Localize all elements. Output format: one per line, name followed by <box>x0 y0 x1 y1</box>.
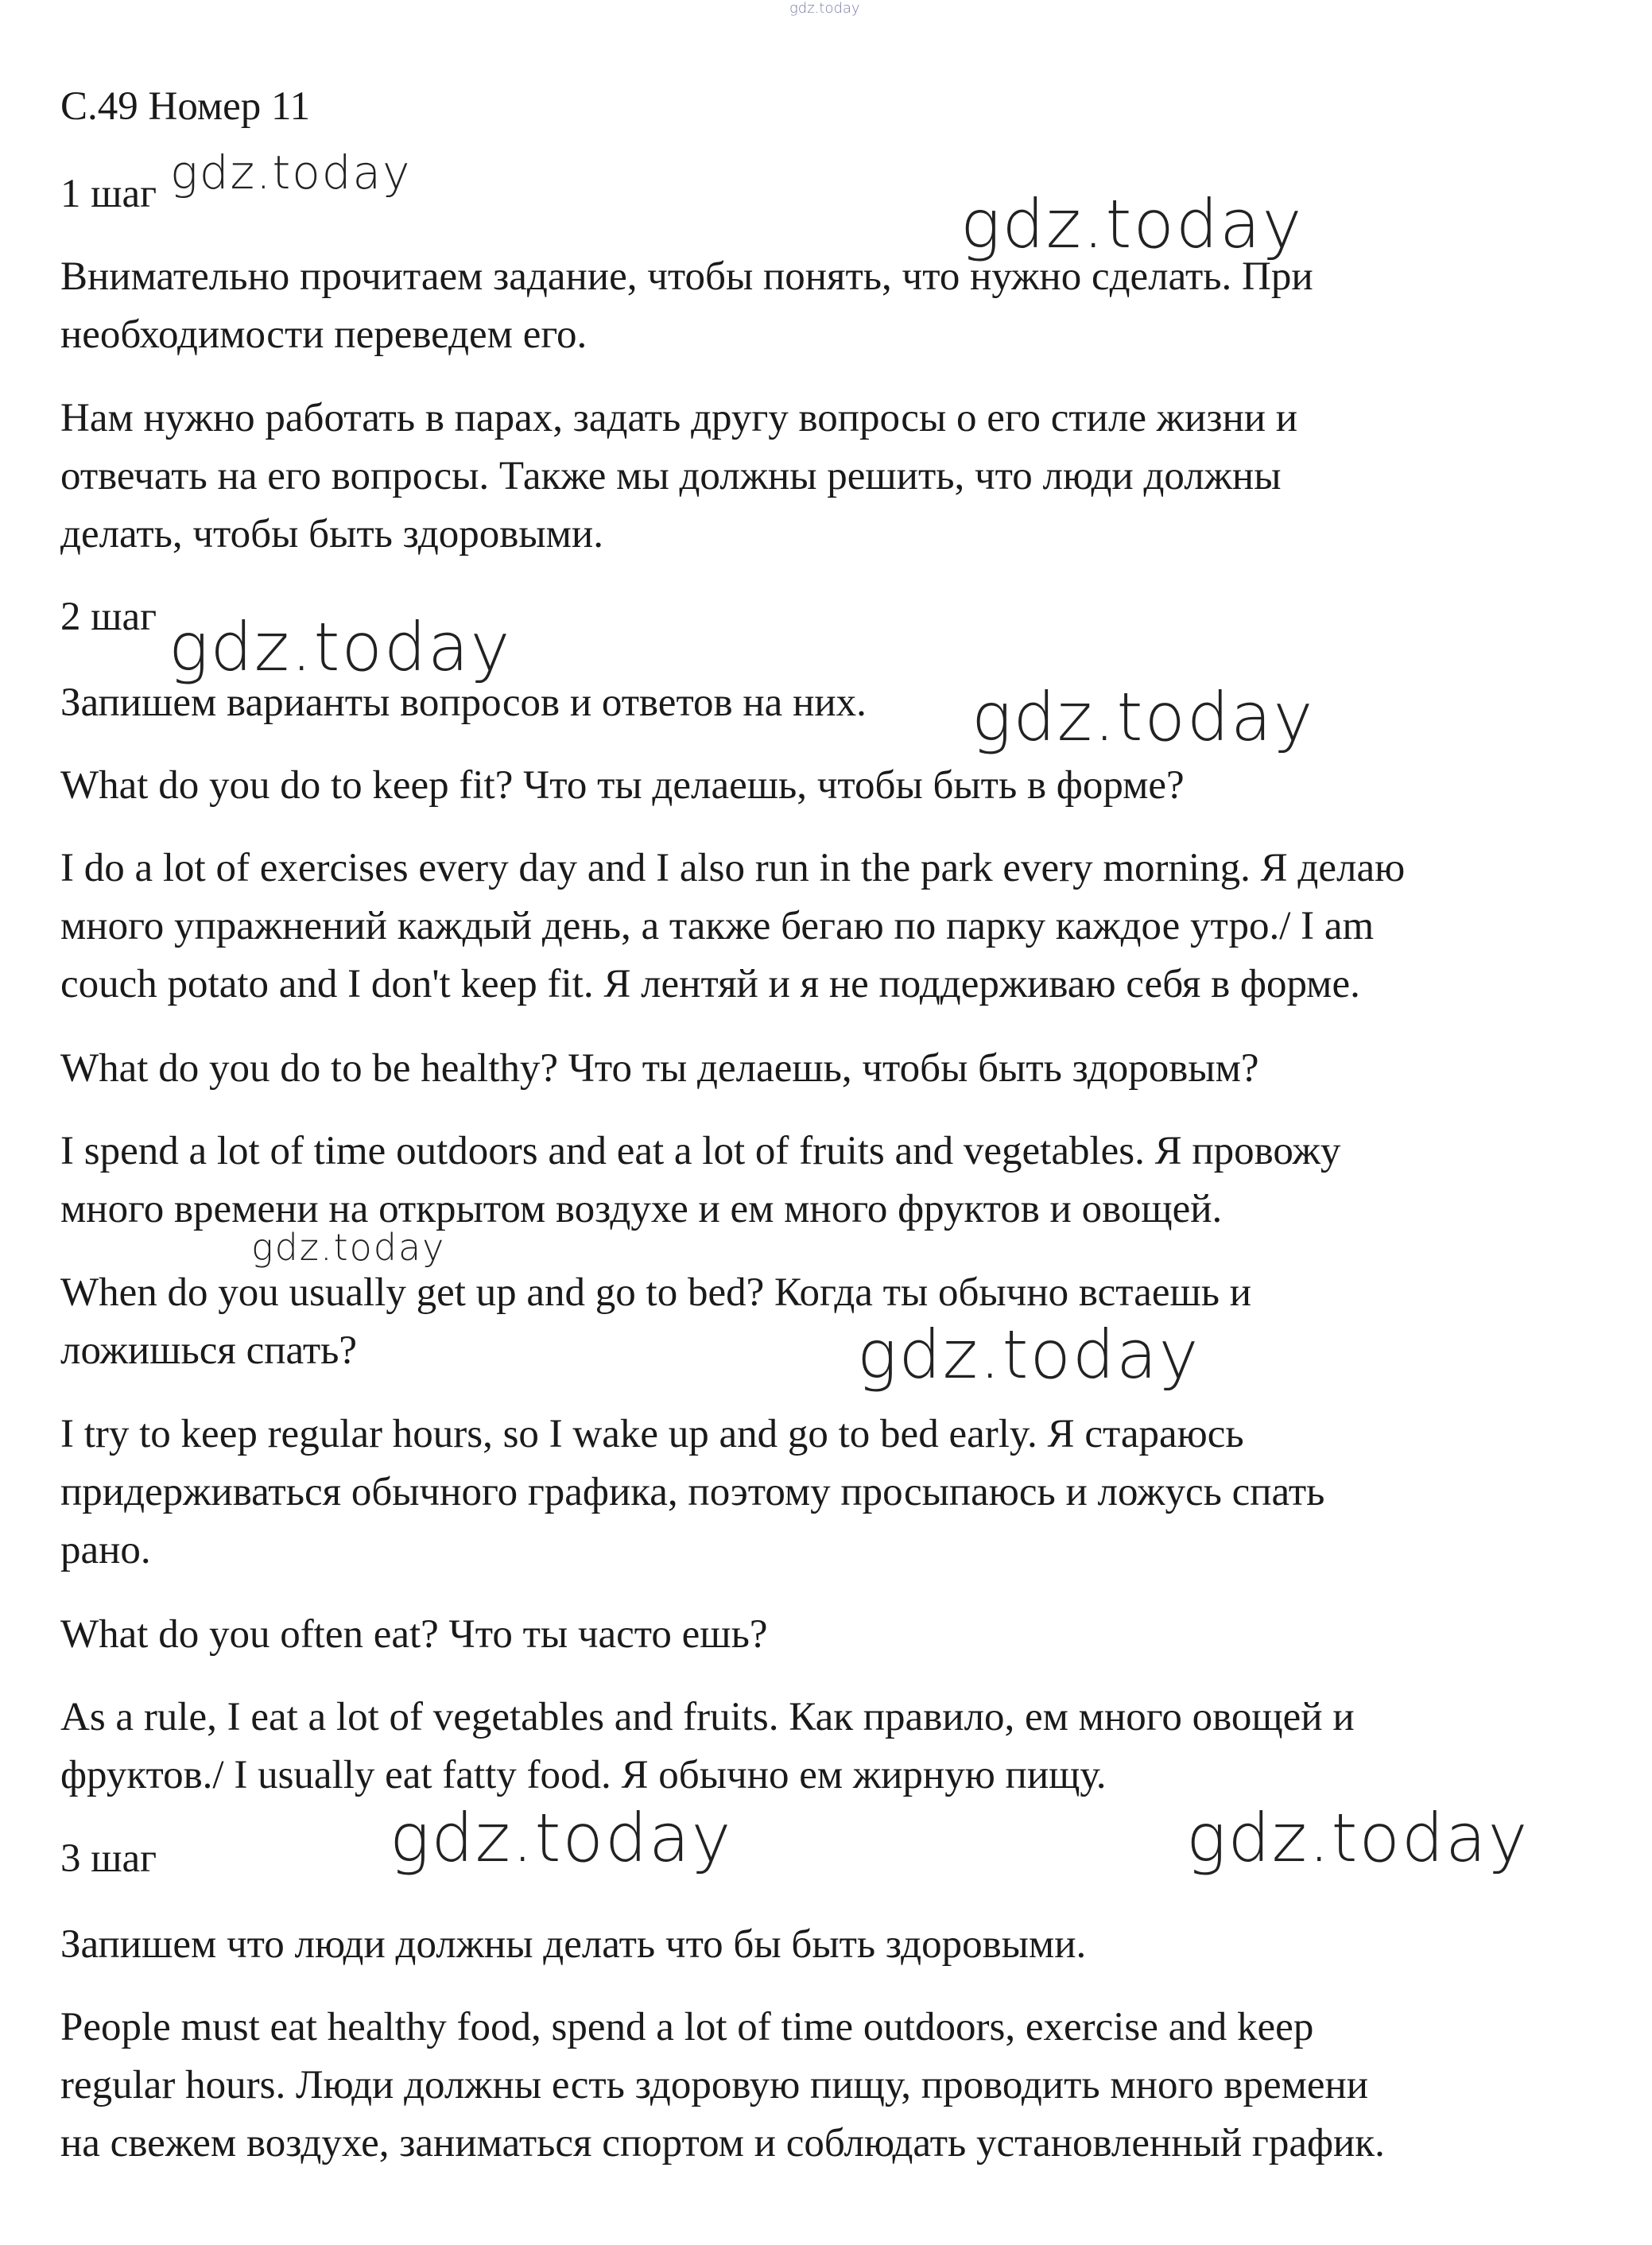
step-3-answer-line: на свежем воздухе, заниматься спортом и соблюдать установленный график. <box>60 2121 1385 2166</box>
step-3-answer-line: People must eat healthy food, spend a lot of time outdoors, exercise and keep <box>60 2005 1314 2049</box>
answer-4-line: фруктов./ I usually eat fatty food. Я обычно ем жирную пищу. <box>60 1753 1107 1797</box>
answer-1-line: I do a lot of exercises every day and I also run in the park every morning. Я делаю <box>60 846 1406 890</box>
watermark: gdz.today <box>169 608 512 686</box>
watermark: gdz.today <box>960 185 1304 263</box>
answer-4-line: As a rule, I eat a lot of vegetables and fruits. Как правило, ем много овощей и <box>60 1695 1355 1739</box>
step-1-label: 1 шаг <box>60 172 157 216</box>
watermark-top: gdz.today <box>789 0 860 17</box>
answer-2-line: I spend a lot of time outdoors and eat a lot of fruits and vegetables. Я провожу <box>60 1129 1341 1173</box>
step-3-label: 3 шаг <box>60 1836 157 1881</box>
step-1-paragraph-2-line: делать, чтобы быть здоровыми. <box>60 512 603 556</box>
watermark: gdz.today <box>971 678 1315 756</box>
question-3-line: When do you usually get up and go to bed? Когда ты обычно встаешь и <box>60 1270 1252 1315</box>
step-2-intro: Запишем варианты вопросов и ответов на них. <box>60 680 867 725</box>
answer-3-line: рано. <box>60 1528 151 1572</box>
answer-2-line: много времени на открытом воздухе и ем много фруктов и овощей. <box>60 1187 1223 1231</box>
watermark: gdz.today <box>390 1799 733 1877</box>
step-3-intro: Запишем что люди должны делать что бы быть здоровыми. <box>60 1922 1087 1967</box>
step-3-answer-line: regular hours. Люди должны есть здоровую пищу, проводить много времени <box>60 2063 1369 2107</box>
step-1-paragraph-1-line: необходимости переведем его. <box>60 312 588 357</box>
watermark: gdz.today <box>170 145 412 200</box>
answer-1-line: много упражнений каждый день, а также бегаю по парку каждое утро./ I am <box>60 904 1375 948</box>
step-1-paragraph-2-line: Нам нужно работать в парах, задать другу вопросы о его стиле жизни и <box>60 396 1298 440</box>
step-2-label: 2 шаг <box>60 595 157 639</box>
question-3-line: ложишься спать? <box>60 1328 358 1373</box>
question-2: What do you do to be healthy? Что ты делаешь, чтобы быть здоровым? <box>60 1046 1259 1091</box>
step-1-paragraph-1-line: Внимательно прочитаем задание, чтобы понять, что нужно сделать. При <box>60 254 1313 299</box>
watermark: gdz.today <box>1186 1799 1530 1877</box>
step-1-paragraph-2-line: отвечать на его вопросы. Также мы должны решить, что люди должны <box>60 454 1282 498</box>
page-title: С.49 Номер 11 <box>60 84 311 129</box>
answer-3-line: придерживаться обычного графика, поэтому просыпаюсь и ложусь спать <box>60 1470 1325 1514</box>
question-4: What do you often eat? Что ты часто ешь? <box>60 1612 768 1657</box>
watermark: gdz.today <box>251 1226 446 1269</box>
answer-1-line: couch potato and I don't keep fit. Я лентяй и я не поддерживаю себя в форме. <box>60 962 1360 1006</box>
question-1: What do you do to keep fit? Что ты делаешь, чтобы быть в форме? <box>60 763 1185 808</box>
answer-3-line: I try to keep regular hours, so I wake up and go to bed early. Я стараюсь <box>60 1412 1244 1456</box>
watermark: gdz.today <box>857 1316 1200 1394</box>
